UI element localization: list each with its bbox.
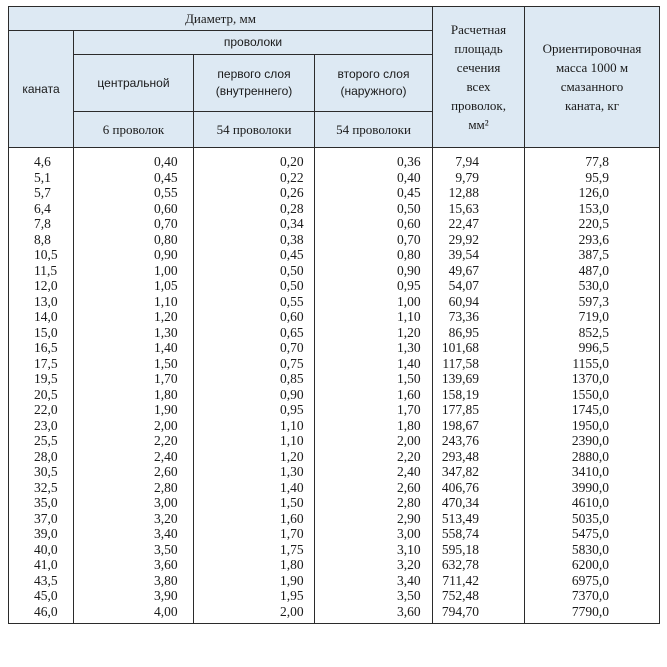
cell-mass-kg: 77,8	[525, 148, 660, 170]
cell-mass-kg: 387,5	[525, 247, 660, 263]
cell-central-wire: 2,00	[74, 418, 194, 434]
cell-central-wire: 4,00	[74, 604, 194, 624]
area-header-text	[433, 20, 524, 134]
cell-rope-diameter: 35,0	[9, 495, 74, 511]
cell-second-layer-wire: 3,60	[315, 604, 433, 624]
area-lines-line: сечения	[456, 60, 501, 75]
cell-mass-kg: 2390,0	[525, 433, 660, 449]
cell-second-layer-wire: 1,20	[315, 325, 433, 341]
cell-mass-kg: 487,0	[525, 263, 660, 279]
cell-mass-kg: 126,0	[525, 185, 660, 201]
central-count-header: 6 проволок	[74, 112, 194, 148]
cell-first-layer-wire: 0,85	[194, 371, 315, 387]
cell-rope-diameter: 45,0	[9, 588, 74, 604]
cell-central-wire: 3,00	[74, 495, 194, 511]
cell-rope-diameter: 17,5	[9, 356, 74, 372]
table-row	[9, 356, 660, 372]
cell-mass-kg: 1950,0	[525, 418, 660, 434]
table-row	[9, 309, 660, 325]
cell-first-layer-wire: 1,30	[194, 464, 315, 480]
cell-first-layer-wire: 0,60	[194, 309, 315, 325]
cell-rope-diameter: 32,5	[9, 480, 74, 496]
cell-rope-diameter: 46,0	[9, 604, 74, 624]
cell-second-layer-wire: 2,00	[315, 433, 433, 449]
cell-area-mm2: 595,18	[433, 542, 525, 558]
cell-mass-kg: 3410,0	[525, 464, 660, 480]
cell-central-wire: 3,20	[74, 511, 194, 527]
cell-first-layer-wire: 0,70	[194, 340, 315, 356]
cell-central-wire: 1,90	[74, 402, 194, 418]
table-row	[9, 216, 660, 232]
cell-second-layer-wire: 1,10	[315, 309, 433, 325]
cell-second-layer-wire: 2,80	[315, 495, 433, 511]
cell-area-mm2: 39,54	[433, 247, 525, 263]
table-row	[9, 387, 660, 403]
table-row	[9, 511, 660, 527]
cell-area-mm2: 73,36	[433, 309, 525, 325]
cell-rope-diameter: 43,5	[9, 573, 74, 589]
cell-second-layer-wire: 1,40	[315, 356, 433, 372]
table-row	[9, 263, 660, 279]
cell-area-mm2: 558,74	[433, 526, 525, 542]
cell-rope-diameter: 6,4	[9, 201, 74, 217]
cell-area-mm2: 54,07	[433, 278, 525, 294]
table-row	[9, 495, 660, 511]
cell-first-layer-wire: 2,00	[194, 604, 315, 624]
first-count-header: 54 проволоки	[194, 112, 315, 148]
table-row	[9, 325, 660, 341]
cell-second-layer-wire: 3,00	[315, 526, 433, 542]
table-row	[9, 526, 660, 542]
cell-area-mm2: 22,47	[433, 216, 525, 232]
cell-second-layer-wire: 2,40	[315, 464, 433, 480]
area-lines-line: всех	[466, 79, 491, 94]
rope-spec-table	[8, 6, 660, 624]
table-row	[9, 542, 660, 558]
cell-central-wire: 3,80	[74, 573, 194, 589]
cell-rope-diameter: 40,0	[9, 542, 74, 558]
cell-central-wire: 3,50	[74, 542, 194, 558]
wires-group-header: проволоки	[74, 31, 433, 55]
cell-first-layer-wire: 0,55	[194, 294, 315, 310]
cell-central-wire: 0,55	[74, 185, 194, 201]
second-layer-title: второго слоя	[337, 67, 410, 81]
cell-rope-diameter: 23,0	[9, 418, 74, 434]
cell-second-layer-wire: 0,36	[315, 148, 433, 170]
cell-first-layer-wire: 0,20	[194, 148, 315, 170]
cell-mass-kg: 7370,0	[525, 588, 660, 604]
cell-mass-kg: 3990,0	[525, 480, 660, 496]
cell-mass-kg: 597,3	[525, 294, 660, 310]
cell-area-mm2: 139,69	[433, 371, 525, 387]
cell-second-layer-wire: 1,60	[315, 387, 433, 403]
cell-area-mm2: 12,88	[433, 185, 525, 201]
cell-first-layer-wire: 0,22	[194, 170, 315, 186]
cell-mass-kg: 1370,0	[525, 371, 660, 387]
cell-first-layer-wire: 1,20	[194, 449, 315, 465]
cell-rope-diameter: 4,6	[9, 148, 74, 170]
cell-mass-kg: 7790,0	[525, 604, 660, 624]
cell-first-layer-wire: 1,40	[194, 480, 315, 496]
cell-mass-kg: 1550,0	[525, 387, 660, 403]
area-header	[433, 7, 525, 148]
cell-rope-diameter: 22,0	[9, 402, 74, 418]
table-row	[9, 480, 660, 496]
cell-central-wire: 3,40	[74, 526, 194, 542]
cell-rope-diameter: 5,1	[9, 170, 74, 186]
table-body	[9, 148, 660, 624]
cell-first-layer-wire: 1,80	[194, 557, 315, 573]
table-row	[9, 340, 660, 356]
cell-first-layer-wire: 0,34	[194, 216, 315, 232]
table-row	[9, 464, 660, 480]
cell-first-layer-wire: 0,28	[194, 201, 315, 217]
cell-mass-kg: 4610,0	[525, 495, 660, 511]
mass-lines-line: масса 1000 м	[555, 60, 629, 75]
area-lines-line: Расчетная	[450, 22, 507, 37]
second-layer-subtitle: (наружного)	[340, 84, 407, 98]
cell-second-layer-wire: 3,20	[315, 557, 433, 573]
cell-rope-diameter: 7,8	[9, 216, 74, 232]
cell-area-mm2: 243,76	[433, 433, 525, 449]
cell-rope-diameter: 5,7	[9, 185, 74, 201]
cell-rope-diameter: 16,5	[9, 340, 74, 356]
cell-area-mm2: 9,79	[433, 170, 525, 186]
cell-second-layer-wire: 2,90	[315, 511, 433, 527]
area-lines-line: проволок,	[451, 98, 506, 113]
cell-first-layer-wire: 0,38	[194, 232, 315, 248]
cell-second-layer-wire: 1,80	[315, 418, 433, 434]
mass-header	[525, 7, 660, 148]
cell-rope-diameter: 20,5	[9, 387, 74, 403]
cell-mass-kg: 5475,0	[525, 526, 660, 542]
cell-mass-kg: 6200,0	[525, 557, 660, 573]
area-lines-line: площадь	[454, 41, 503, 56]
cell-central-wire: 0,70	[74, 216, 194, 232]
cell-mass-kg: 5830,0	[525, 542, 660, 558]
cell-first-layer-wire: 0,65	[194, 325, 315, 341]
second-layer-header	[315, 55, 433, 112]
cell-first-layer-wire: 1,60	[194, 511, 315, 527]
cell-first-layer-wire: 1,50	[194, 495, 315, 511]
cell-rope-diameter: 37,0	[9, 511, 74, 527]
cell-area-mm2: 177,85	[433, 402, 525, 418]
cell-second-layer-wire: 0,95	[315, 278, 433, 294]
cell-central-wire: 1,50	[74, 356, 194, 372]
cell-central-wire: 1,00	[74, 263, 194, 279]
cell-first-layer-wire: 1,90	[194, 573, 315, 589]
cell-rope-diameter: 8,8	[9, 232, 74, 248]
cell-area-mm2: 293,48	[433, 449, 525, 465]
table-row	[9, 573, 660, 589]
table-row	[9, 418, 660, 434]
table-row	[9, 604, 660, 624]
cell-area-mm2: 29,92	[433, 232, 525, 248]
cell-first-layer-wire: 0,45	[194, 247, 315, 263]
cell-central-wire: 0,40	[74, 148, 194, 170]
cell-central-wire: 0,60	[74, 201, 194, 217]
cell-mass-kg: 95,9	[525, 170, 660, 186]
cell-first-layer-wire: 1,95	[194, 588, 315, 604]
cell-rope-diameter: 13,0	[9, 294, 74, 310]
table-row	[9, 557, 660, 573]
rope-diameter-header: каната	[9, 31, 74, 148]
cell-area-mm2: 49,67	[433, 263, 525, 279]
central-wire-header: центральной	[74, 55, 194, 112]
table-row	[9, 278, 660, 294]
cell-central-wire: 1,20	[74, 309, 194, 325]
second-count-header: 54 проволоки	[315, 112, 433, 148]
cell-central-wire: 0,80	[74, 232, 194, 248]
cell-rope-diameter: 14,0	[9, 309, 74, 325]
cell-area-mm2: 752,48	[433, 588, 525, 604]
cell-central-wire: 2,60	[74, 464, 194, 480]
cell-area-mm2: 101,68	[433, 340, 525, 356]
cell-central-wire: 2,20	[74, 433, 194, 449]
table-row	[9, 402, 660, 418]
cell-area-mm2: 470,34	[433, 495, 525, 511]
diameter-group-header: Диаметр, мм	[9, 7, 433, 31]
spec-table-container	[8, 6, 659, 661]
cell-first-layer-wire: 1,10	[194, 418, 315, 434]
cell-second-layer-wire: 0,80	[315, 247, 433, 263]
cell-second-layer-wire: 0,90	[315, 263, 433, 279]
cell-second-layer-wire: 2,60	[315, 480, 433, 496]
cell-mass-kg: 6975,0	[525, 573, 660, 589]
cell-second-layer-wire: 1,00	[315, 294, 433, 310]
cell-area-mm2: 158,19	[433, 387, 525, 403]
table-row	[9, 247, 660, 263]
cell-area-mm2: 347,82	[433, 464, 525, 480]
cell-central-wire: 3,60	[74, 557, 194, 573]
cell-second-layer-wire: 1,70	[315, 402, 433, 418]
area-lines-line: мм²	[468, 117, 489, 132]
cell-first-layer-wire: 0,26	[194, 185, 315, 201]
table-row	[9, 232, 660, 248]
cell-central-wire: 1,30	[74, 325, 194, 341]
cell-central-wire: 3,90	[74, 588, 194, 604]
cell-mass-kg: 852,5	[525, 325, 660, 341]
cell-second-layer-wire: 0,45	[315, 185, 433, 201]
cell-central-wire: 1,05	[74, 278, 194, 294]
cell-first-layer-wire: 0,50	[194, 263, 315, 279]
mass-header-text	[525, 39, 659, 115]
table-row	[9, 371, 660, 387]
cell-central-wire: 1,70	[74, 371, 194, 387]
cell-area-mm2: 7,94	[433, 148, 525, 170]
cell-first-layer-wire: 1,75	[194, 542, 315, 558]
cell-central-wire: 1,10	[74, 294, 194, 310]
cell-second-layer-wire: 2,20	[315, 449, 433, 465]
cell-first-layer-wire: 1,10	[194, 433, 315, 449]
cell-area-mm2: 406,76	[433, 480, 525, 496]
table-row	[9, 170, 660, 186]
mass-lines-line: Ориентировочная	[542, 41, 642, 56]
cell-mass-kg: 220,5	[525, 216, 660, 232]
cell-rope-diameter: 25,5	[9, 433, 74, 449]
cell-central-wire: 2,40	[74, 449, 194, 465]
mass-lines-line: каната, кг	[564, 98, 620, 113]
cell-rope-diameter: 10,5	[9, 247, 74, 263]
table-row	[9, 185, 660, 201]
cell-central-wire: 1,40	[74, 340, 194, 356]
cell-first-layer-wire: 1,70	[194, 526, 315, 542]
cell-mass-kg: 5035,0	[525, 511, 660, 527]
cell-second-layer-wire: 3,50	[315, 588, 433, 604]
cell-rope-diameter: 39,0	[9, 526, 74, 542]
first-layer-title: первого слоя	[217, 67, 291, 81]
table-row	[9, 433, 660, 449]
cell-mass-kg: 1155,0	[525, 356, 660, 372]
cell-mass-kg: 1745,0	[525, 402, 660, 418]
cell-rope-diameter: 41,0	[9, 557, 74, 573]
cell-area-mm2: 198,67	[433, 418, 525, 434]
cell-area-mm2: 794,70	[433, 604, 525, 624]
cell-second-layer-wire: 0,50	[315, 201, 433, 217]
cell-central-wire: 0,90	[74, 247, 194, 263]
cell-rope-diameter: 11,5	[9, 263, 74, 279]
cell-central-wire: 1,80	[74, 387, 194, 403]
table-row	[9, 294, 660, 310]
cell-central-wire: 0,45	[74, 170, 194, 186]
cell-mass-kg: 719,0	[525, 309, 660, 325]
cell-mass-kg: 530,0	[525, 278, 660, 294]
cell-area-mm2: 117,58	[433, 356, 525, 372]
cell-area-mm2: 60,94	[433, 294, 525, 310]
cell-area-mm2: 86,95	[433, 325, 525, 341]
cell-area-mm2: 711,42	[433, 573, 525, 589]
cell-second-layer-wire: 0,70	[315, 232, 433, 248]
cell-central-wire: 2,80	[74, 480, 194, 496]
cell-rope-diameter: 19,5	[9, 371, 74, 387]
cell-mass-kg: 293,6	[525, 232, 660, 248]
cell-first-layer-wire: 0,95	[194, 402, 315, 418]
cell-mass-kg: 996,5	[525, 340, 660, 356]
table-row	[9, 201, 660, 217]
cell-second-layer-wire: 3,10	[315, 542, 433, 558]
table-row	[9, 588, 660, 604]
cell-second-layer-wire: 1,50	[315, 371, 433, 387]
cell-second-layer-wire: 0,40	[315, 170, 433, 186]
cell-mass-kg: 2880,0	[525, 449, 660, 465]
cell-second-layer-wire: 3,40	[315, 573, 433, 589]
cell-rope-diameter: 30,5	[9, 464, 74, 480]
cell-rope-diameter: 12,0	[9, 278, 74, 294]
cell-area-mm2: 513,49	[433, 511, 525, 527]
first-layer-subtitle: (внутреннего)	[215, 84, 293, 98]
cell-first-layer-wire: 0,90	[194, 387, 315, 403]
first-layer-header	[194, 55, 315, 112]
mass-lines-line: смазанного	[560, 79, 624, 94]
table-row	[9, 449, 660, 465]
cell-first-layer-wire: 0,50	[194, 278, 315, 294]
cell-area-mm2: 15,63	[433, 201, 525, 217]
cell-area-mm2: 632,78	[433, 557, 525, 573]
cell-rope-diameter: 28,0	[9, 449, 74, 465]
cell-mass-kg: 153,0	[525, 201, 660, 217]
cell-rope-diameter: 15,0	[9, 325, 74, 341]
cell-second-layer-wire: 0,60	[315, 216, 433, 232]
table-row	[9, 148, 660, 170]
cell-second-layer-wire: 1,30	[315, 340, 433, 356]
table-header	[9, 7, 660, 148]
cell-first-layer-wire: 0,75	[194, 356, 315, 372]
